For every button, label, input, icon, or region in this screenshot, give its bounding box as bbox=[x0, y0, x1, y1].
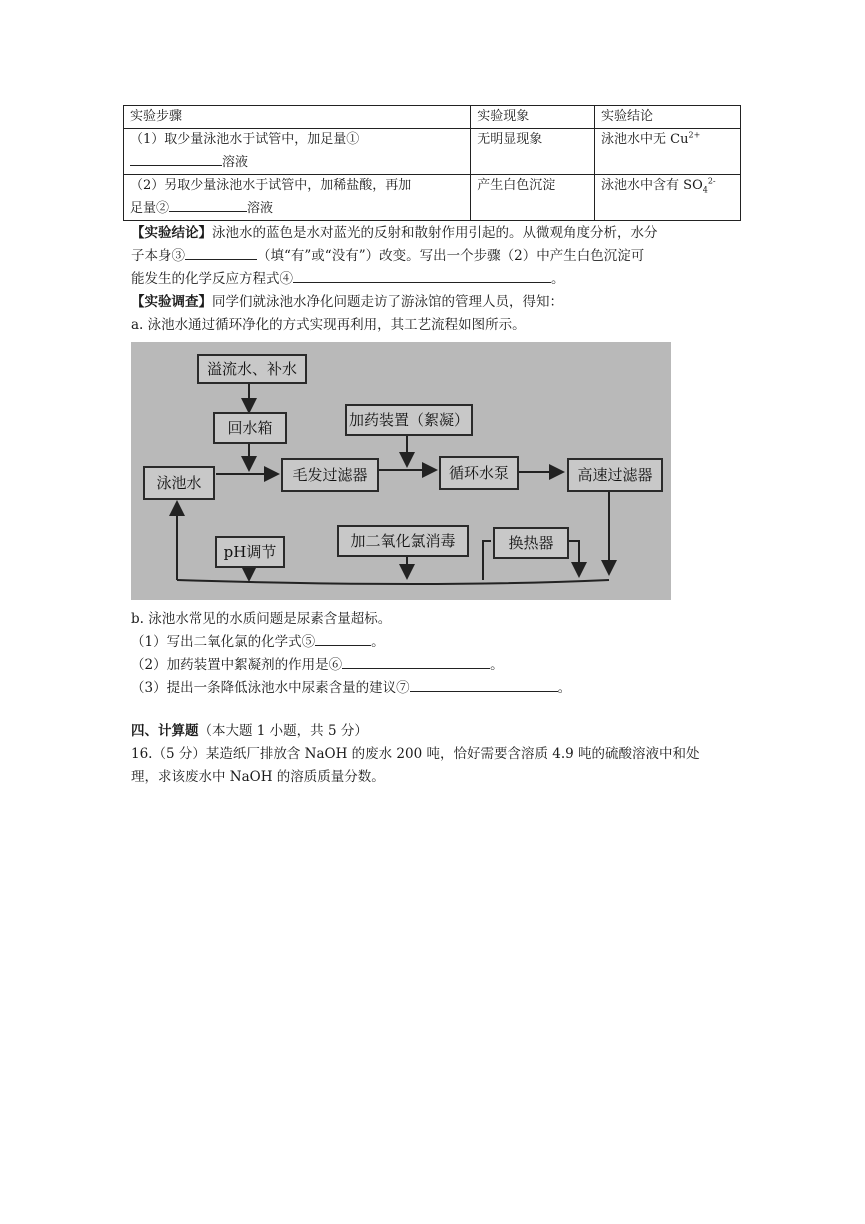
b-line: b. 泳池水常见的水质问题是尿素含量超标。 bbox=[131, 611, 392, 627]
phenomenon-cell: 无明显现象 bbox=[471, 129, 595, 175]
step-suffix: 溶液 bbox=[247, 201, 274, 216]
step-cell bbox=[124, 129, 471, 175]
header-conclusion: 实验结论 bbox=[595, 106, 741, 129]
phenomenon-cell: 产生白色沉淀 bbox=[471, 175, 595, 221]
conclusion-line2-pre: 子本身③ bbox=[131, 248, 185, 264]
node-ph: pH调节 bbox=[215, 536, 285, 568]
conclusion-line1 bbox=[131, 222, 743, 245]
question-2-end: 。 bbox=[490, 657, 504, 673]
node-dosing: 加药装置（絮凝） bbox=[345, 404, 473, 436]
node-fast-filter: 高速过滤器 bbox=[567, 458, 663, 492]
conclusion-line2-post: （填“有”或“没有”）改变。写出一个步骤（2）中产生白色沉淀可 bbox=[257, 248, 645, 264]
question-3-end: 。 bbox=[557, 680, 572, 696]
section-4-title: 四、计算题 bbox=[131, 723, 199, 739]
answer-blank-3[interactable] bbox=[185, 245, 257, 260]
conclusion-line3-pre: 能发生的化学反应方程式④ bbox=[131, 271, 293, 287]
question-16-line1: 16.（5 分）某造纸厂排放含 NaOH 的废水 200 吨，恰好需要含溶质 4.9 吨的硫酸溶液中和处 bbox=[131, 746, 700, 762]
ion-subscript: 4 bbox=[702, 185, 708, 195]
process-flowchart bbox=[131, 342, 671, 600]
conclusion-cell bbox=[595, 129, 741, 175]
question-1 bbox=[131, 631, 743, 654]
survey-a-line: a. 泳池水通过循环净化的方式实现再利用，其工艺流程如图所示。 bbox=[131, 317, 526, 333]
ion-charge: 2- bbox=[707, 176, 716, 186]
table-row bbox=[124, 175, 741, 221]
node-heat-exchanger: 换热器 bbox=[493, 527, 569, 559]
step-cell bbox=[124, 175, 471, 221]
question-16-line2: 理，求该废水中 NaOH 的溶质质量分数。 bbox=[131, 769, 385, 785]
step-text: （2）另取少量泳池水于试管中，加稀盐酸，再加 bbox=[130, 178, 412, 193]
conclusion-line2 bbox=[131, 245, 743, 268]
ion-charge: 2+ bbox=[688, 130, 701, 140]
question-2-text: （2）加药装置中絮凝剂的作用是⑥ bbox=[131, 657, 343, 673]
answer-blank-6[interactable] bbox=[342, 654, 490, 669]
conclusion-label: 【实验结论】 bbox=[131, 225, 212, 241]
node-pool: 泳池水 bbox=[143, 466, 215, 500]
answer-blank-7[interactable] bbox=[410, 677, 558, 692]
header-steps: 实验步骤 bbox=[124, 106, 471, 129]
step-suffix: 溶液 bbox=[222, 155, 249, 170]
answer-blank-2[interactable] bbox=[169, 197, 247, 212]
survey-text: 同学们就泳池水净化问题走访了游泳馆的管理人员，得知： bbox=[212, 294, 563, 310]
conclusion-text: 泳池水中含有 SO bbox=[601, 178, 703, 193]
conclusion-text: 泳池水中无 Cu bbox=[601, 132, 689, 147]
step-text-line2 bbox=[130, 151, 464, 174]
table-row bbox=[124, 129, 741, 175]
section-4-heading bbox=[131, 720, 743, 743]
survey-line bbox=[131, 291, 743, 314]
node-overflow: 溢流水、补水 bbox=[197, 354, 307, 384]
question-2 bbox=[131, 654, 743, 677]
node-return-tank: 回水箱 bbox=[213, 412, 287, 444]
section-4 bbox=[131, 720, 743, 789]
question-3-text: （3）提出一条降低泳池水中尿素含量的建议⑦ bbox=[131, 680, 410, 696]
conclusion-paragraph bbox=[131, 222, 743, 337]
conclusion-line3 bbox=[131, 268, 743, 291]
survey-label: 【实验调查】 bbox=[131, 294, 212, 310]
section-4-note: （本大题 1 小题，共 5 分） bbox=[198, 723, 368, 739]
step-text-line2 bbox=[130, 197, 464, 220]
question-3 bbox=[131, 677, 743, 700]
experiment-table bbox=[123, 105, 741, 221]
question-1-text: （1）写出二氧化氯的化学式⑤ bbox=[131, 634, 316, 650]
step-prefix: 足量② bbox=[130, 201, 170, 216]
answer-blank-5[interactable] bbox=[315, 631, 371, 646]
question-1-end: 。 bbox=[371, 634, 385, 650]
table-header-row bbox=[124, 106, 741, 129]
header-phenomenon: 实验现象 bbox=[471, 106, 595, 129]
answer-blank-1[interactable] bbox=[130, 151, 222, 166]
conclusion-cell bbox=[595, 175, 741, 221]
conclusion-line1-text: 泳池水的蓝色是水对蓝光的反射和散射作用引起的。从微观角度分析，水分 bbox=[212, 225, 658, 241]
node-pump: 循环水泵 bbox=[439, 456, 519, 490]
step-text: （1）取少量泳池水于试管中，加足量① bbox=[130, 132, 360, 147]
conclusion-line3-post: 。 bbox=[551, 271, 565, 287]
b-section bbox=[131, 608, 743, 700]
answer-blank-4[interactable] bbox=[293, 268, 551, 283]
node-chlorine: 加二氧化氯消毒 bbox=[337, 525, 469, 557]
node-hair-filter: 毛发过滤器 bbox=[281, 458, 379, 492]
